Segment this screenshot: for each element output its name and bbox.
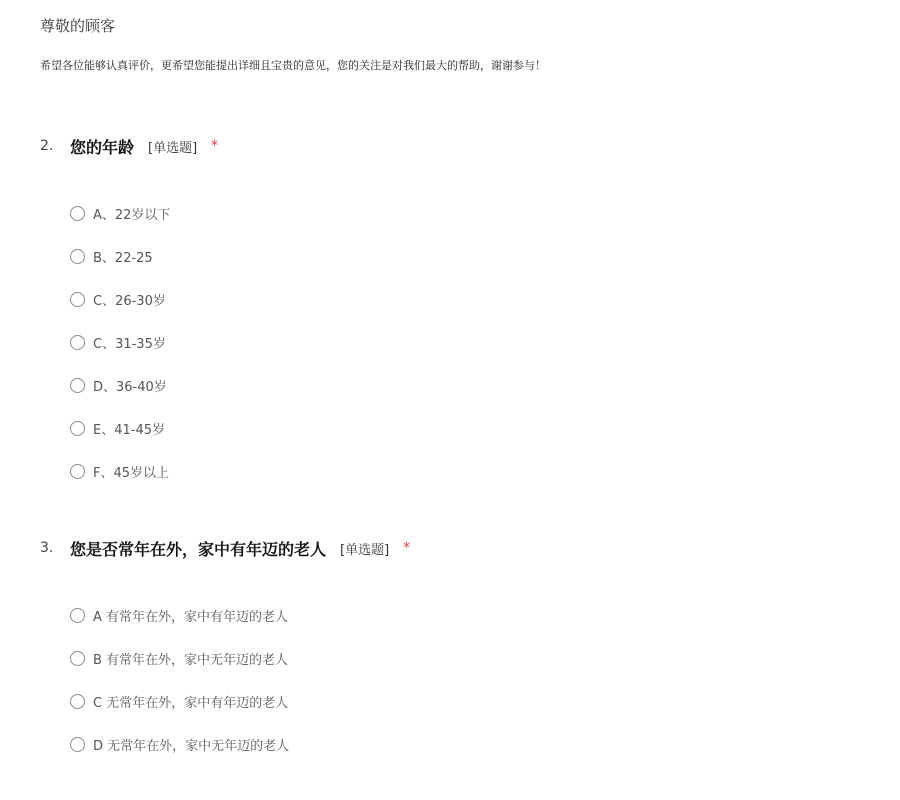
question-number: 2. <box>40 138 54 154</box>
option-elderly-b[interactable] <box>70 637 880 680</box>
option-age-e[interactable] <box>70 407 880 450</box>
question-title: 您是否常年在外，家中有年迈的老人 <box>70 539 327 559</box>
question-age <box>40 134 880 493</box>
option-label[interactable]: B 有常年在外，家中无年迈的老人 <box>93 653 289 668</box>
question-type-label: [单选题] <box>340 542 390 558</box>
radio-button[interactable] <box>70 249 85 264</box>
radio-button[interactable] <box>70 378 85 393</box>
option-label[interactable]: D 无常年在外，家中无年迈的老人 <box>93 739 290 754</box>
survey-intro: 希望各位能够认真评价，更希望您能提出详细且宝贵的意见，您的关注是对我们最大的帮助，谢谢参与！ <box>40 59 546 72</box>
question-elderly-family <box>40 536 880 766</box>
option-label[interactable]: C 无常年在外，家中有年迈的老人 <box>93 696 289 711</box>
radio-button[interactable] <box>70 464 85 479</box>
option-age-d[interactable] <box>70 364 880 407</box>
option-label[interactable]: D、36-40岁 <box>93 380 167 395</box>
option-label[interactable]: C、31-35岁 <box>93 337 166 352</box>
options-list <box>40 192 880 493</box>
radio-button[interactable] <box>70 292 85 307</box>
option-label[interactable]: B、22-25 <box>93 251 153 266</box>
options-list <box>40 594 880 766</box>
option-age-b[interactable] <box>70 235 880 278</box>
option-label[interactable]: A 有常年在外，家中有年迈的老人 <box>93 610 289 625</box>
option-label[interactable]: C、26-30岁 <box>93 294 166 309</box>
radio-button[interactable] <box>70 608 85 623</box>
question-number: 3. <box>40 540 54 556</box>
option-label[interactable]: A、22岁以下 <box>93 208 171 223</box>
option-elderly-c[interactable] <box>70 680 880 723</box>
radio-button[interactable] <box>70 651 85 666</box>
option-label[interactable]: F、45岁以上 <box>93 466 170 481</box>
option-label[interactable]: E、41-45岁 <box>93 423 165 438</box>
radio-button[interactable] <box>70 737 85 752</box>
question-title: 您的年龄 <box>70 137 135 157</box>
survey-greeting: 尊敬的顾客 <box>40 17 116 35</box>
option-age-a[interactable] <box>70 192 880 235</box>
radio-button[interactable] <box>70 335 85 350</box>
option-elderly-a[interactable] <box>70 594 880 637</box>
option-age-f[interactable] <box>70 450 880 493</box>
radio-button[interactable] <box>70 421 85 436</box>
option-age-c1[interactable] <box>70 278 880 321</box>
question-type-label: [单选题] <box>148 140 198 156</box>
required-mark: * <box>403 540 411 556</box>
radio-button[interactable] <box>70 206 85 221</box>
radio-button[interactable] <box>70 694 85 709</box>
question-header <box>40 134 880 158</box>
option-age-c2[interactable] <box>70 321 880 364</box>
option-elderly-d[interactable] <box>70 723 880 766</box>
question-header <box>40 536 880 560</box>
required-mark: * <box>211 138 219 154</box>
